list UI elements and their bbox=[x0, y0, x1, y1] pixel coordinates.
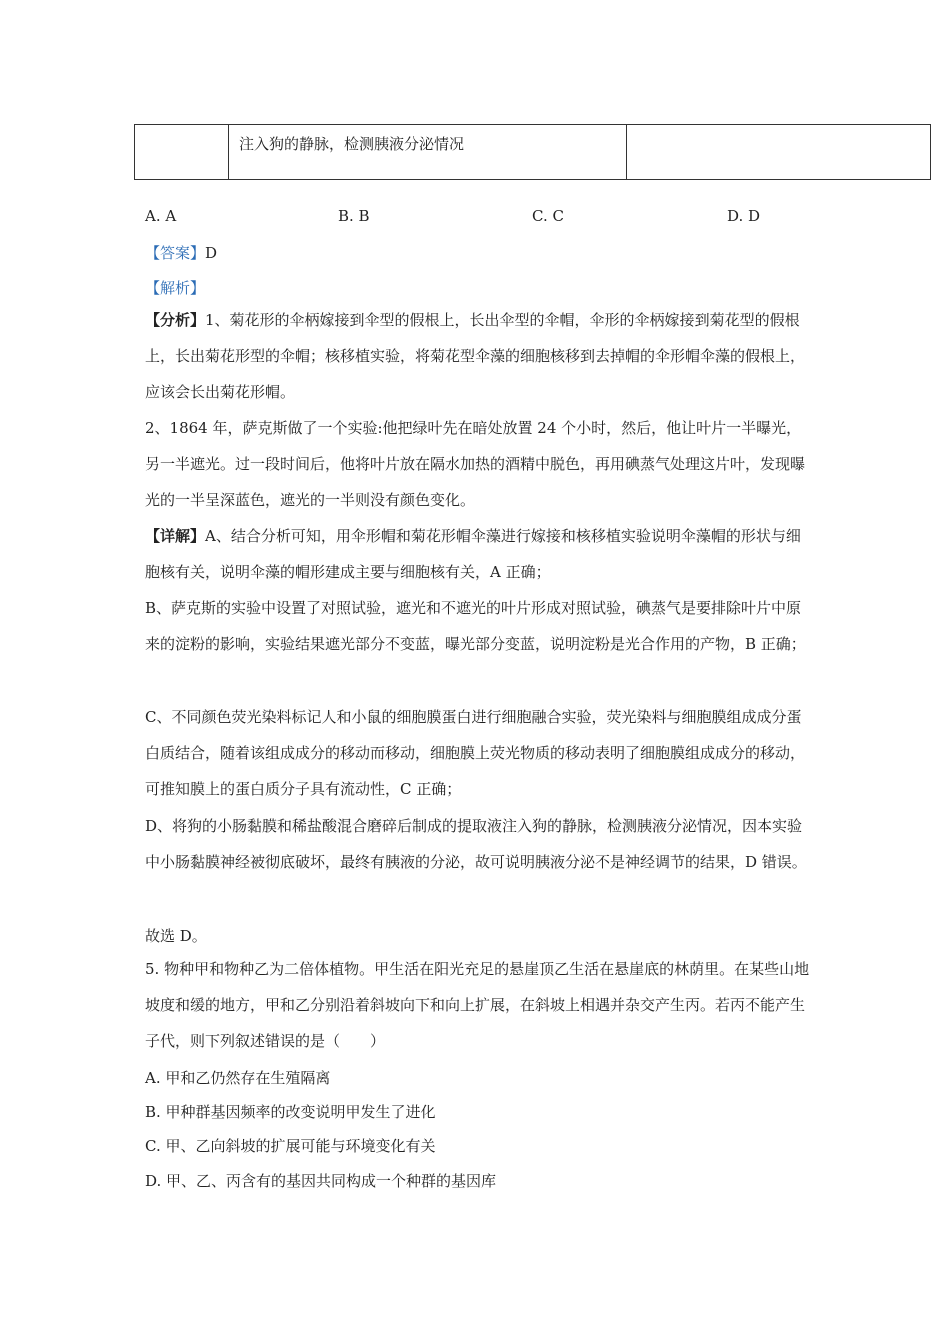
analysis-sub-label: 【分析】 bbox=[145, 311, 206, 329]
detail-a bbox=[145, 518, 810, 590]
analysis-text: 1、菊花形的伞柄嫁接到伞型的假根上，长出伞型的伞帽，伞形的伞柄嫁接到菊花型的假根上，长出菊花形型的伞帽；核移植实验，将菊花型伞藻的细胞核移到去掉帽的伞形帽伞藻的假根上，应该会长出菊花形帽。 bbox=[145, 311, 806, 401]
detail-d: D、将狗的小肠黏膜和稀盐酸混合磨碎后制成的提取液注入狗的静脉，检测胰液分泌情况，因本实验中小肠黏膜神经被彻底破坏，最终有胰液的分泌，故可说明胰液分泌不是神经调节的结果，D 错误。 bbox=[145, 817, 807, 871]
option-a: A. A bbox=[145, 207, 177, 225]
analysis-p1 bbox=[145, 302, 810, 410]
q5-option-b: B. 甲种群基因频率的改变说明甲发生了进化 bbox=[145, 1103, 436, 1121]
option-b: B. B bbox=[338, 207, 370, 225]
detail-c: C、不同颜色荧光染料标记人和小鼠的细胞膜蛋白进行细胞融合实验，荧光染料与细胞膜组成成分蛋白质结合，随着该组成成分的移动而移动，细胞膜上荧光物质的移动表明了细胞膜组成成分的移动，可推知膜上的蛋白质分子具有流动性，C 正确； bbox=[145, 708, 806, 798]
table-cell bbox=[135, 125, 229, 180]
conclusion: 故选 D。 bbox=[145, 927, 207, 945]
table-cell: 注入狗的静脉，检测胰液分泌情况 bbox=[229, 125, 627, 180]
detail-label: 【详解】 bbox=[145, 527, 206, 545]
option-c: C. C bbox=[532, 207, 564, 225]
table-cell bbox=[627, 125, 931, 180]
answer-value: D bbox=[205, 244, 218, 262]
option-d: D. D bbox=[727, 207, 761, 225]
detail-b: B、萨克斯的实验中设置了对照试验，遮光和不遮光的叶片形成对照试验，碘蒸气是要排除叶片中原来的淀粉的影响，实验结果遮光部分不变蓝，曝光部分变蓝，说明淀粉是光合作用的产物，B 正确； bbox=[145, 599, 806, 653]
analysis-p2: 2、1864 年，萨克斯做了一个实验:他把绿叶先在暗处放置 24 个小时，然后，他让叶片一半曝光，另一半遮光。过一段时间后，他将叶片放在隔水加热的酒精中脱色，再用碘蒸气处理这片叶，发现曝光的一半呈深蓝色，遮光的一半则没有颜色变化。 bbox=[145, 419, 806, 509]
question-5-stem: 5. 物种甲和物种乙为二倍体植物。甲生活在阳光充足的悬崖顶乙生活在悬崖底的林荫里。在某些山地坡度和缓的地方，甲和乙分别沿着斜坡向下和向上扩展，在斜坡上相遇并杂交产生丙。若丙不能产生子代，则下列叙述错误的是（ ） bbox=[145, 960, 810, 1050]
detail-text: A、结合分析可知，用伞形帽和菊花形帽伞藻进行嫁接和核移植实验说明伞藻帽的形状与细胞核有关，说明伞藻的帽形建成主要与细胞核有关，A 正确； bbox=[145, 527, 801, 581]
analysis-label: 【解析】 bbox=[145, 279, 206, 297]
experiment-table bbox=[134, 124, 931, 180]
q5-option-c: C. 甲、乙向斜坡的扩展可能与环境变化有关 bbox=[145, 1137, 436, 1155]
answer-line bbox=[145, 242, 217, 263]
answer-options bbox=[145, 207, 865, 231]
table-row bbox=[135, 125, 931, 180]
q5-option-d: D. 甲、乙、丙含有的基因共同构成一个种群的基因库 bbox=[145, 1172, 497, 1190]
answer-label: 【答案】 bbox=[145, 244, 206, 262]
q5-option-a: A. 甲和乙仍然存在生殖隔离 bbox=[145, 1069, 331, 1087]
